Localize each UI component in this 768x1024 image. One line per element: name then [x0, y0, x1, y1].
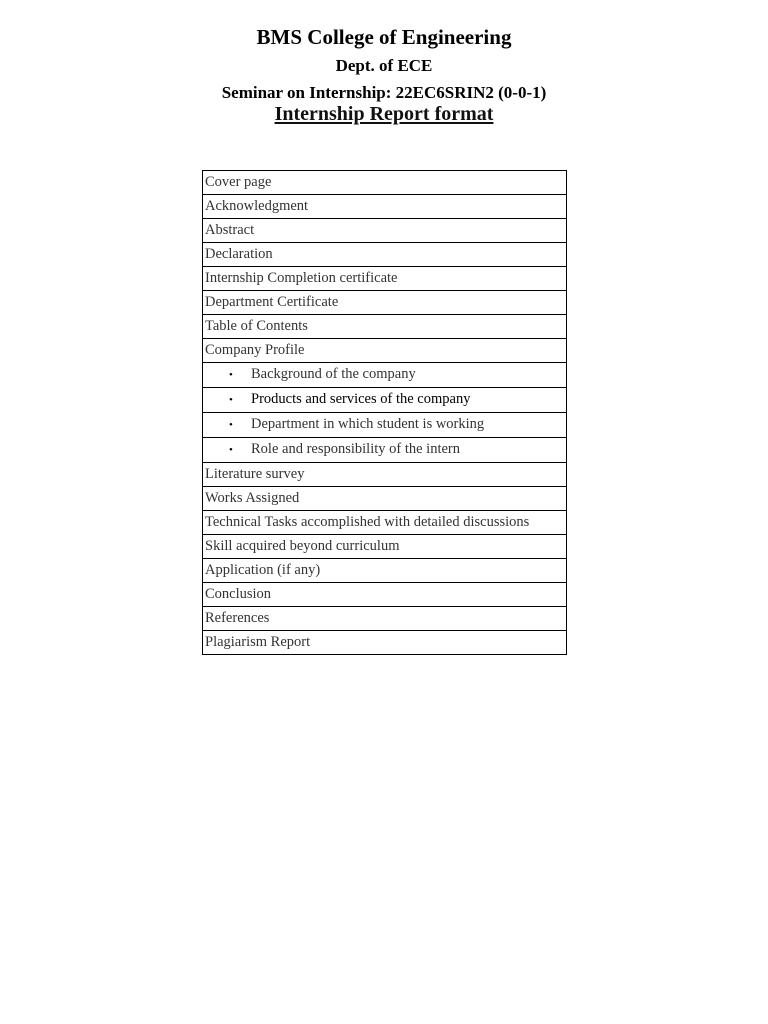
subsection-label: Background of the company: [251, 366, 416, 382]
section-cell: Department Certificate: [203, 291, 567, 315]
table-row: [203, 583, 567, 607]
section-cell: Works Assigned: [203, 487, 567, 511]
bullet-icon: •: [229, 419, 233, 431]
subsection-label: Role and responsibility of the intern: [251, 441, 461, 457]
section-cell: Table of Contents: [203, 315, 567, 339]
table-row: [203, 339, 567, 363]
section-cell: Abstract: [203, 219, 567, 243]
college-name: BMS College of Engineering: [256, 25, 512, 49]
subsection-cell: [203, 363, 567, 388]
bullet-icon: •: [229, 394, 233, 406]
table-row: [203, 559, 567, 583]
section-cell: Application (if any): [203, 559, 567, 583]
table-row: [203, 195, 567, 219]
subsection-label: Products and services of the company: [251, 391, 471, 407]
seminar-title: Seminar on Internship: 22EC6SRIN2 (0-0-1): [221, 83, 547, 102]
table-row: [203, 363, 567, 388]
table-row: [203, 388, 567, 413]
table-row: [203, 607, 567, 631]
report-sections-table: [202, 170, 567, 655]
section-cell: Internship Completion certificate: [203, 267, 567, 291]
table-row: [203, 291, 567, 315]
table-row: [203, 219, 567, 243]
section-cell: Acknowledgment: [203, 195, 567, 219]
table-row: [203, 487, 567, 511]
section-cell: Literature survey: [203, 463, 567, 487]
table-row: [203, 315, 567, 339]
table-row: [203, 171, 567, 195]
section-cell: References: [203, 607, 567, 631]
table-row: [203, 535, 567, 559]
table-row: [203, 243, 567, 267]
department-name: Dept. of ECE: [335, 56, 433, 75]
bullet-icon: •: [229, 369, 233, 381]
section-cell: Skill acquired beyond curriculum: [203, 535, 567, 559]
table-row: [203, 511, 567, 535]
section-cell: Technical Tasks accomplished with detailed discussions: [203, 511, 567, 535]
section-cell: Declaration: [203, 243, 567, 267]
bullet-icon: •: [229, 444, 233, 456]
section-cell: Plagiarism Report: [203, 631, 567, 655]
subsection-label: Department in which student is working: [251, 416, 485, 432]
table-row: [203, 267, 567, 291]
table-row: [203, 438, 567, 463]
section-cell: Cover page: [203, 171, 567, 195]
subsection-cell: [203, 413, 567, 438]
section-cell: Company Profile: [203, 339, 567, 363]
report-format-title: Internship Report format: [274, 103, 494, 125]
subsection-cell: [203, 388, 567, 413]
table-row: [203, 463, 567, 487]
subsection-cell: [203, 438, 567, 463]
section-cell: Conclusion: [203, 583, 567, 607]
table-row: [203, 413, 567, 438]
table-row: [203, 631, 567, 655]
